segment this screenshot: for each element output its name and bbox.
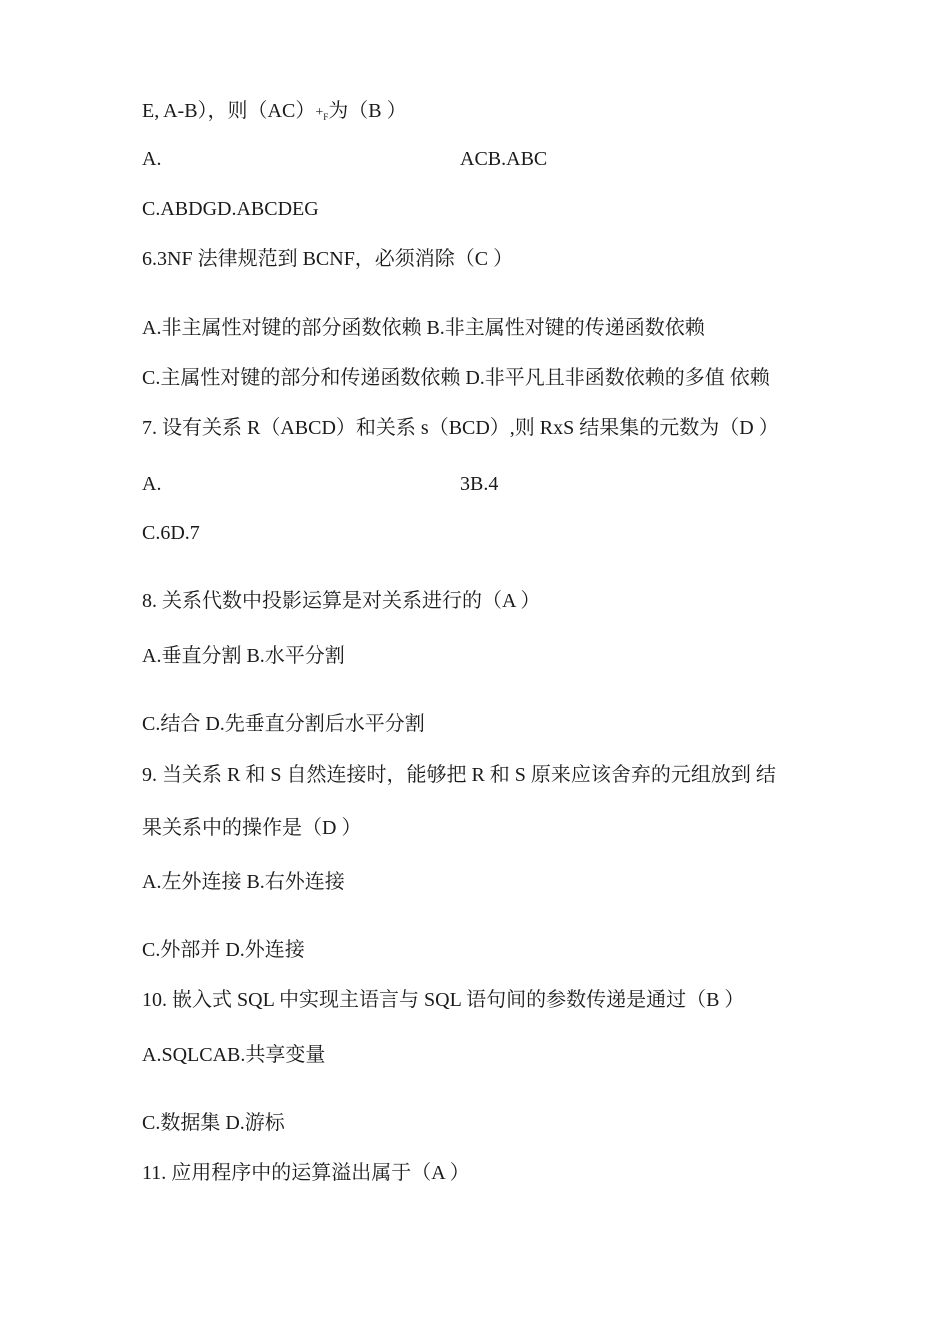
question-6: 6.3NF 法律规范到 BCNF，必须消除（C ） bbox=[142, 248, 514, 270]
question-6-options-cd: C.主属性对键的部分和传递函数依赖 D.非平凡且非函数依赖的多值 依赖 bbox=[142, 367, 770, 389]
question-10-options-ab: A.SQLCAB.共享变量 bbox=[142, 1044, 326, 1066]
option-c-d-line: C.ABDGD.ABCDEG bbox=[142, 198, 319, 220]
question-7-options-cd: C.6D.7 bbox=[142, 522, 200, 544]
question-6-options-ab: A.非主属性对键的部分函数依赖 B.非主属性对键的传递函数依赖 bbox=[142, 317, 705, 339]
question-7-option-a-b-values: 3B.4 bbox=[460, 473, 499, 495]
text-fragment: 为（B ） bbox=[328, 100, 407, 122]
question-9-line-2: 果关系中的操作是（D ） bbox=[142, 817, 362, 839]
question-9-options-cd: C.外部并 D.外连接 bbox=[142, 939, 305, 961]
question-11: 11. 应用程序中的运算溢出属于（A ） bbox=[142, 1162, 470, 1184]
text-fragment: E, A-B），则（AC） bbox=[142, 100, 316, 122]
option-a-b-values: ACB.ABC bbox=[460, 148, 548, 170]
subscript-f: F bbox=[323, 112, 329, 122]
question-9-line-1: 9. 当关系 R 和 S 自然连接时，能够把 R 和 S 原来应该舍弃的元组放到 结 bbox=[142, 764, 776, 786]
text-line-fd-closure bbox=[142, 98, 407, 130]
option-a-label: A. bbox=[142, 148, 162, 170]
question-10: 10. 嵌入式 SQL 中实现主语言与 SQL 语句间的参数传递是通过（B ） bbox=[142, 989, 745, 1011]
question-7-option-a-label: A. bbox=[142, 473, 162, 495]
question-8-options-cd: C.结合 D.先垂直分割后水平分割 bbox=[142, 713, 425, 735]
question-9-options-ab: A.左外连接 B.右外连接 bbox=[142, 871, 345, 893]
question-8: 8. 关系代数中投影运算是对关系进行的（A ） bbox=[142, 590, 541, 612]
plus-symbol: + bbox=[315, 105, 324, 120]
question-7: 7. 设有关系 R（ABCD）和关系 s（BCD）,则 RxS 结果集的元数为（D ） bbox=[142, 417, 779, 439]
question-8-options-ab: A.垂直分割 B.水平分割 bbox=[142, 645, 345, 667]
question-10-options-cd: C.数据集 D.游标 bbox=[142, 1112, 285, 1134]
